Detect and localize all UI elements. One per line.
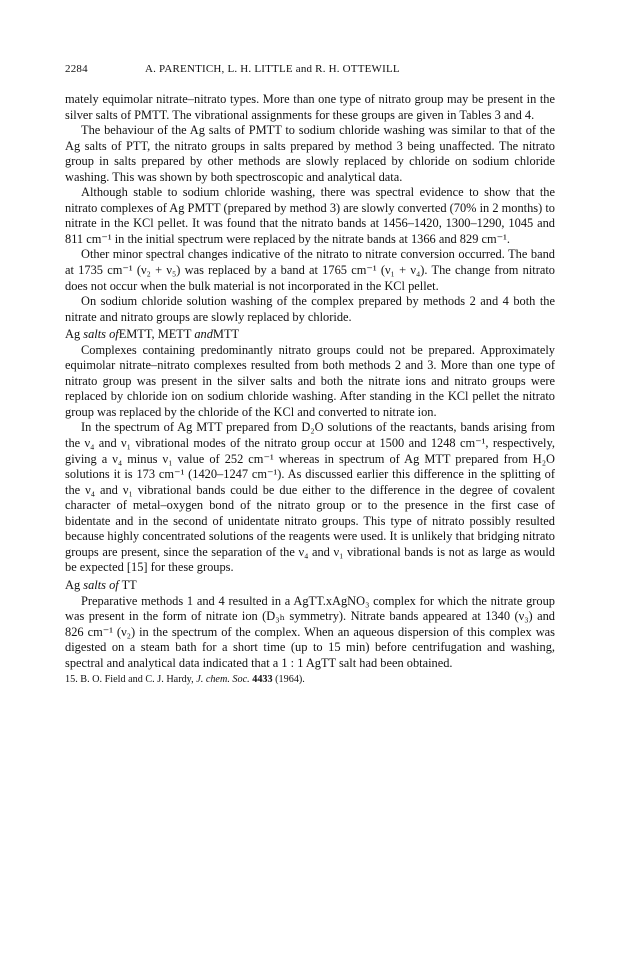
- heading-part: EMTT, METT: [118, 327, 195, 342]
- running-header: [65, 62, 555, 78]
- heading-part: Ag: [65, 577, 84, 592]
- section-heading-mtt: [65, 327, 555, 343]
- paragraph-2: The behaviour of the Ag salts of PMTT to sodium chloride washing was similar to that of the Ag salts of PTT, the nitrato groups in salts prepared by method 3 being unaffected. The nitrato group in salts prepared by other methods are slowly replaced by chloride on sodium chloride washing. This was shown by both spectroscopic and analytical data.: [65, 123, 555, 184]
- footnote-volume: 4433: [252, 674, 273, 686]
- footnote-journal: J. chem. Soc.: [196, 674, 250, 686]
- running-head-authors: A. PARENTICH, L. H. LITTLE and R. H. OTTEWILL: [145, 63, 400, 75]
- paragraph-1: mately equimolar nitrate–nitrato types. More than one type of nitrato group may be present in the silver salts of PMTT. The vibrational assignments for these groups are given in Tables 3 and 4.: [65, 92, 555, 122]
- heading-part: salts of: [83, 327, 119, 342]
- paragraph-4: Other minor spectral changes indicative of the nitrato to nitrate conversion occurred. The band at 1735 cm⁻¹ (ν₂ + ν₅) was replaced by a band at 1765 cm⁻¹ (ν₁ + ν₄). The change from nitrato does not occur when the bulk material is not incorporated in the KCl pellet.: [65, 247, 555, 293]
- paragraph-3: Although stable to sodium chloride washing, there was spectral evidence to show that the nitrato complexes of Ag PMTT (prepared by method 3) are slowly converted (70% in 2 months) to nitrate in the KCl pellet. It was found that the nitrato bands at 1456–1420, 1300–1290, 1045 and 811 cm⁻¹ in the initial spectrum were replaced by the nitrate bands at 1366 and 829 cm⁻¹.: [65, 185, 555, 246]
- heading-part: Ag: [65, 327, 84, 342]
- page: [65, 62, 555, 686]
- paragraph-5: On sodium chloride solution washing of the complex prepared by methods 2 and 4 both the nitrate and nitrato groups are slowly replaced by chloride.: [65, 294, 555, 324]
- heading-part: and: [194, 327, 213, 342]
- paragraph-8: Preparative methods 1 and 4 resulted in a AgTT.xAgNO₃ complex for which the nitrate group was present in the form of nitrate ion (D₃ₕ symmetry). Nitrate bands appeared at 1340 (ν₃) and 826 cm⁻¹ (ν₂) in the spectrum of the complex. When an aqueous dispersion of this complex was digested on a steam bath for a short time (up to 15 min) before centrifugation and washing, spectral and analytical data indicated that a 1 : 1 AgTT salt had been obtained.: [65, 593, 555, 670]
- paragraph-6: Complexes containing predominantly nitrato groups could not be prepared. Approximately equimolar nitrate–nitrato complexes resulted from both methods 2 and 3. More than one type of nitrato group was present in the silver salts and both the nitrate ions and nitrato groups were replaced by chloride ion on sodium chloride washing. After standing in the KCl pellet the nitrato group was replaced by the chloride of the KCl and converted to nitrate ion.: [65, 342, 555, 419]
- footnote-15: [65, 673, 555, 686]
- heading-part: salts of: [83, 577, 119, 592]
- heading-part: TT: [118, 577, 137, 592]
- footnote-authors: B. O. Field and C. J. Hardy,: [80, 674, 194, 686]
- page-number: 2284: [65, 63, 88, 75]
- footnote-number: 15.: [65, 674, 78, 686]
- heading-part: MTT: [212, 327, 240, 342]
- paragraph-7: In the spectrum of Ag MTT prepared from D₂O solutions of the reactants, bands arising from the ν₄ and ν₁ vibrational modes of the nitrato group occur at 1500 and 1248 cm⁻¹, respectively, giving a ν₄ minus ν₁ value of 252 cm⁻¹ whereas in spectrum of Ag MTT prepared from H₂O solutions it is 173 cm⁻¹ (1420–1247 cm⁻¹). As discussed earlier this difference in the splitting of the ν₄ and ν₁ vibrational bands could be due either to the difference in the degree of covalent character of metal–oxygen bond of the nitrato group or to the presence in the first case of bidentate and in the second of unidentate nitrato groups. This type of nitrato possibly resulted because highly concentrated solutions of the reagents were used. It is unlikely that bridging nitrato groups are present, since the separation of the ν₄ and ν₁ vibrational bands is not as large as would be expected [15] for these groups.: [65, 420, 555, 575]
- footnote-year: (1964).: [275, 674, 305, 686]
- section-heading-tt: [65, 578, 555, 594]
